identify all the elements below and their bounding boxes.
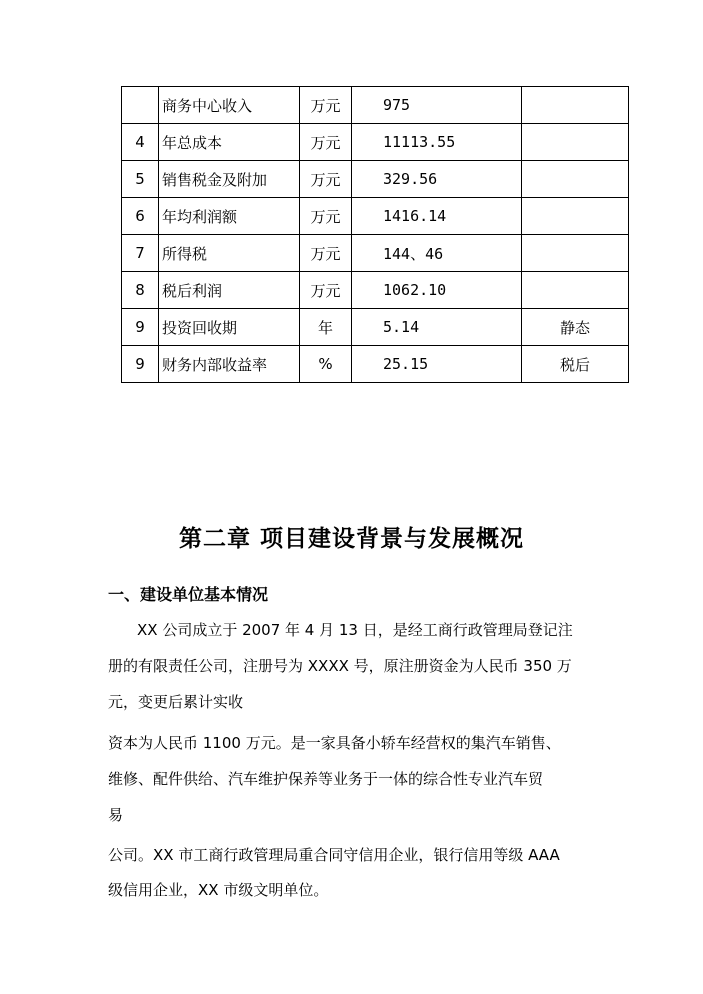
- paragraph-line: 册的有限责任公司，注册号为 XXXX 号，原注册资金为人民币 350 万: [108, 657, 572, 675]
- item-value: 144、46: [352, 235, 522, 272]
- item-name: 年总成本: [159, 124, 300, 161]
- row-number: 7: [122, 235, 159, 272]
- paragraph-line: 公司。XX 市工商行政管理局重合同守信用企业，银行信用等级 AAA: [108, 846, 560, 864]
- paragraph-line: XX 公司成立于 2007 年 4 月 13 日，是经工商行政管理局登记注: [137, 621, 573, 639]
- item-value: 25.15: [352, 346, 522, 383]
- item-name: 所得税: [159, 235, 300, 272]
- section-title: 一、建设单位基本情况: [108, 585, 269, 604]
- table-row: [122, 198, 629, 235]
- item-note: [522, 272, 629, 309]
- table-row: [122, 161, 629, 198]
- chapter-title: 第二章 项目建设背景与发展概况: [178, 526, 524, 552]
- item-value: 975: [352, 87, 522, 124]
- item-unit: 万元: [300, 161, 352, 198]
- row-number: 4: [122, 124, 159, 161]
- row-number: 8: [122, 272, 159, 309]
- item-note: [522, 198, 629, 235]
- row-number: [122, 87, 159, 124]
- paragraph-line: 易: [108, 806, 124, 824]
- project-summary-table: [121, 86, 629, 383]
- paragraph-line: 元，变更后累计实收: [108, 693, 244, 711]
- item-name: 年均利润额: [159, 198, 300, 235]
- item-name: 税后利润: [159, 272, 300, 309]
- paragraph-line: 维修、配件供给、汽车维护保养等业务于一体的综合性专业汽车贸: [108, 770, 544, 788]
- item-name: 销售税金及附加: [159, 161, 300, 198]
- item-value: 1416.14: [352, 198, 522, 235]
- paragraph-line: 级信用企业，XX 市级文明单位。: [108, 881, 329, 899]
- item-unit: 万元: [300, 198, 352, 235]
- item-note: [522, 87, 629, 124]
- item-note: [522, 124, 629, 161]
- row-number: 6: [122, 198, 159, 235]
- item-unit: %: [300, 346, 352, 383]
- item-value: 5.14: [352, 309, 522, 346]
- item-note: 税后: [522, 346, 629, 383]
- table-row: [122, 272, 629, 309]
- item-name: 投资回收期: [159, 309, 300, 346]
- item-unit: 年: [300, 309, 352, 346]
- table-row: [122, 235, 629, 272]
- item-unit: 万元: [300, 272, 352, 309]
- item-unit: 万元: [300, 87, 352, 124]
- item-value: 1062.10: [352, 272, 522, 309]
- item-name: 商务中心收入: [159, 87, 300, 124]
- item-unit: 万元: [300, 124, 352, 161]
- item-note: [522, 161, 629, 198]
- item-note: [522, 235, 629, 272]
- table-row: [122, 124, 629, 161]
- row-number: 9: [122, 309, 159, 346]
- row-number: 5: [122, 161, 159, 198]
- item-name: 财务内部收益率: [159, 346, 300, 383]
- paragraph-line: 资本为人民币 1100 万元。是一家具备小轿车经营权的集汽车销售、: [108, 734, 561, 752]
- table-row: [122, 346, 629, 383]
- item-value: 329.56: [352, 161, 522, 198]
- table-row: [122, 309, 629, 346]
- row-number: 9: [122, 346, 159, 383]
- table-row: [122, 87, 629, 124]
- item-unit: 万元: [300, 235, 352, 272]
- item-value: 11113.55: [352, 124, 522, 161]
- item-note: 静态: [522, 309, 629, 346]
